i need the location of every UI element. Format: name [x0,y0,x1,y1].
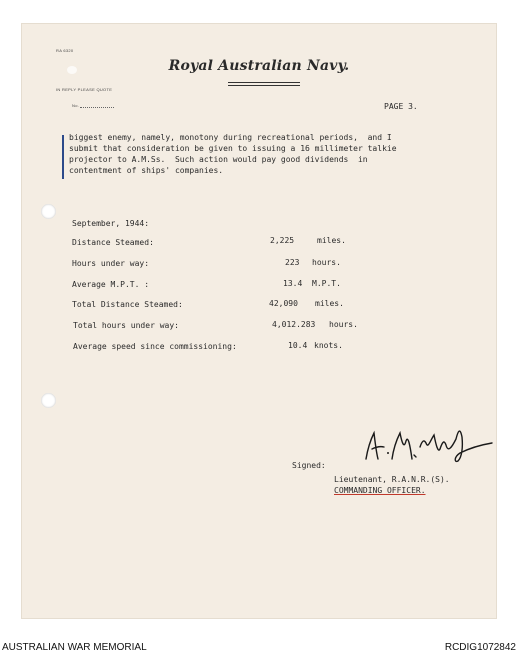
handwritten-signature [358,419,498,471]
average-speed-label: Average speed since commissioning: [73,342,237,351]
reference-number-label: No. [72,103,80,108]
page-number: PAGE 3. [384,102,418,111]
letterhead-rule [228,82,300,83]
body-line: biggest enemy, namely, monotony during recreational periods, and I [69,133,392,142]
stat-unit: hours. [312,258,341,267]
reply-quote-label: IN REPLY PLEASE QUOTE [56,87,113,92]
stat-unit: M.P.T. [312,279,341,288]
stats-heading: September, 1944: [72,219,150,228]
body-line: projector to A.M.Ss. Such action would pay good dividends in [69,155,368,164]
institution-footer: AUSTRALIAN WAR MEMORIAL [2,642,147,653]
body-line: contentment of ships' companies. [69,166,224,175]
record-id: RCDIG1072842 [444,642,516,653]
stat-label: Total Distance Steamed: [72,300,183,309]
signed-label: Signed: [292,461,326,470]
letterhead-title: Royal Australian Navy. [168,58,350,74]
reference-number-blank [80,107,114,108]
stat-value: 42,090 [269,299,298,308]
punch-hole [41,393,56,408]
letterhead-rule-lower [228,85,300,86]
form-number: RA 6320 [56,48,74,53]
signatory-rank: Lieutenant, R.A.N.R.(S). [334,475,450,484]
average-speed-unit: knots. [314,341,343,350]
margin-bracket [62,135,67,179]
body-line: submit that consideration be given to issuing a 16 millimeter talkie [69,144,397,153]
stat-unit: miles. [315,299,344,308]
stat-label: Average M.P.T. : [72,280,150,289]
average-speed-value: 10.4 [288,341,308,350]
stat-value: 4,012.283 [272,320,316,329]
stat-label: Total hours under way: [73,321,179,330]
stat-label: Distance Steamed: [72,238,154,247]
stat-unit: hours. [329,320,358,329]
document-page [22,24,496,618]
stat-value: 223 [285,258,300,267]
stat-value: 2,225 [270,236,295,245]
stat-value: 13.4 [283,279,303,288]
punch-hole [41,204,56,219]
stat-label: Hours under way: [72,259,150,268]
stat-unit: miles. [317,236,346,245]
signatory-title: COMMANDING OFFICER. [334,486,426,495]
